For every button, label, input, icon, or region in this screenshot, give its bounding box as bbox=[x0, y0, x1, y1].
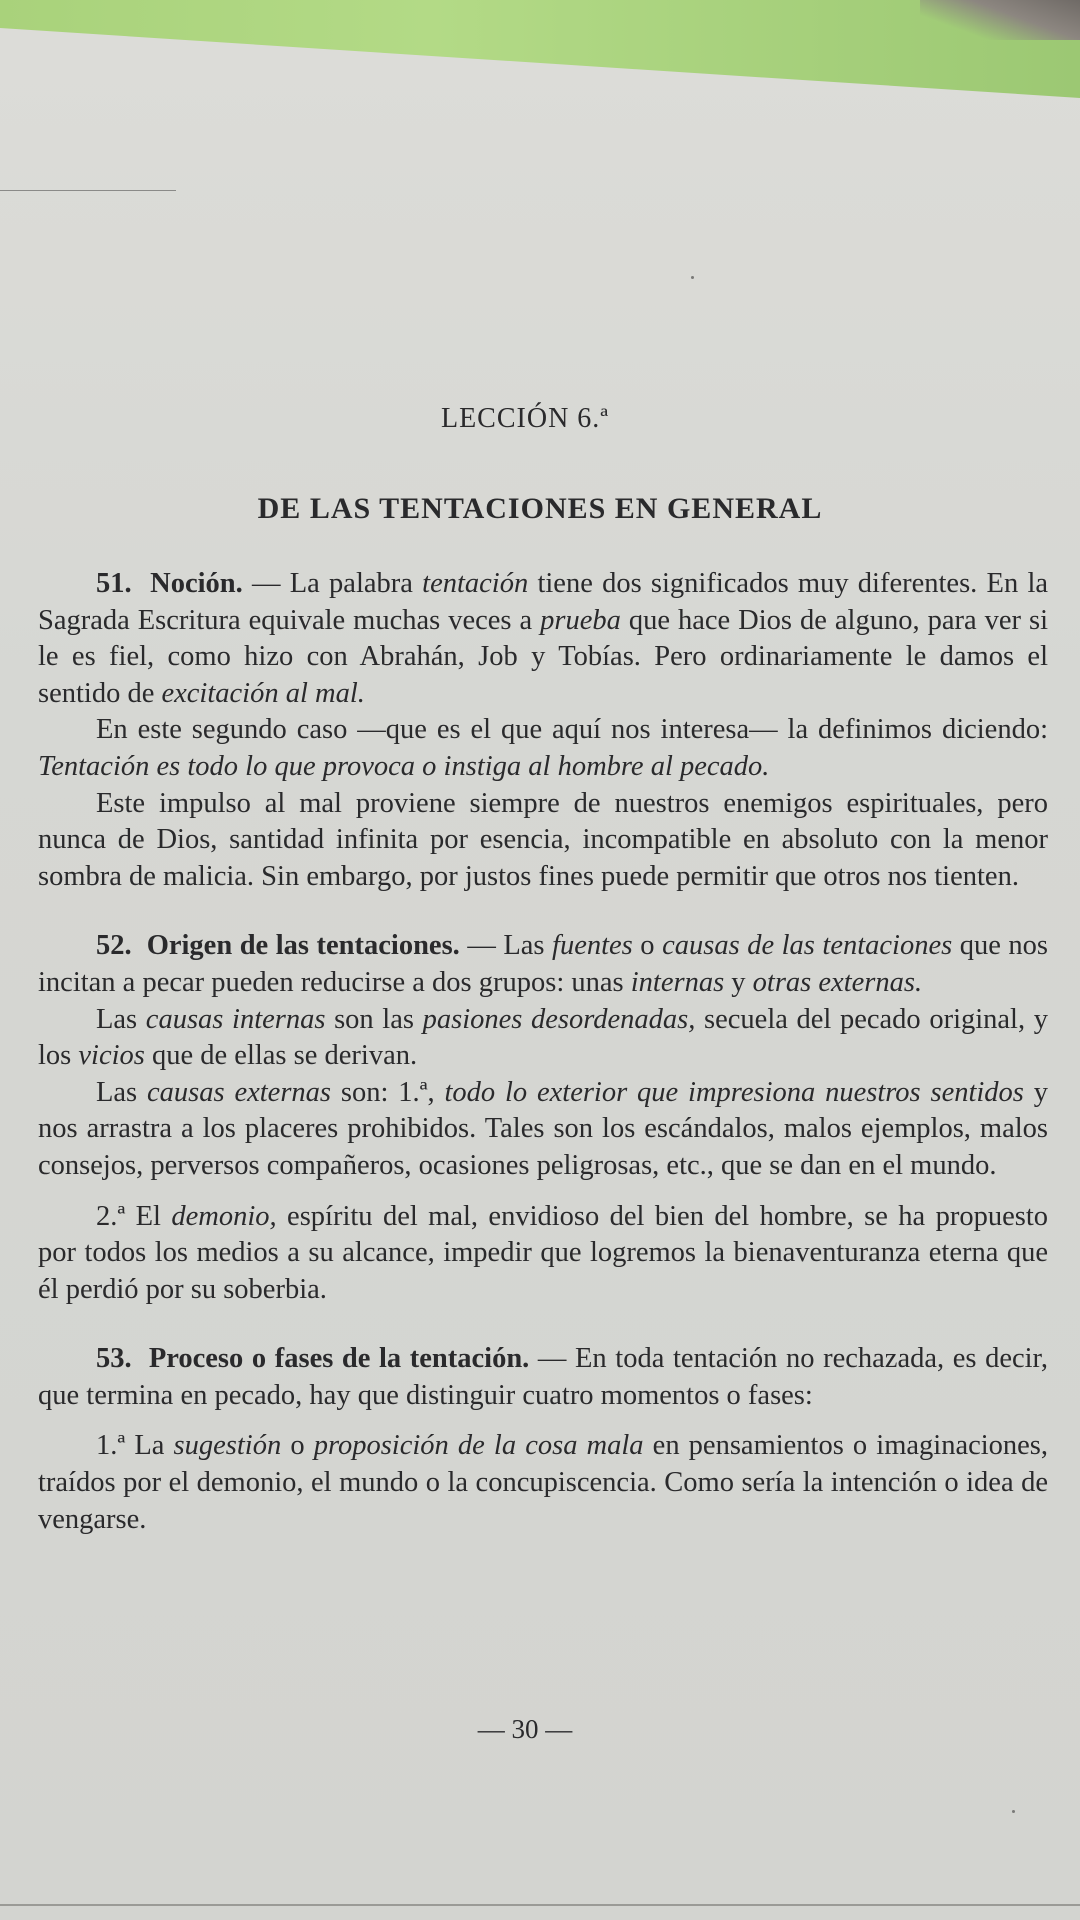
italic-text: prueba bbox=[540, 604, 621, 636]
italic-text: vicios bbox=[78, 1040, 145, 1072]
paragraph-52-3 bbox=[38, 1075, 1048, 1185]
italic-text: Tentación es todo lo que provoca o instiga al hombre al pecado. bbox=[38, 750, 770, 782]
text: son: 1.ª, bbox=[331, 1076, 445, 1108]
text: secuela del pecado original, y los bbox=[38, 1003, 1048, 1072]
text: y nos arrastra a los placeres prohibidos. Tales son los escándalos, malos ejemplos, malos consejos, perversos compañeros, ocasiones peligrosas, etc., que se dan en el mundo. bbox=[38, 1076, 1049, 1181]
paragraph-51-3: Este impulso al mal proviene siempre de nuestros enemigos espirituales, pero nunca de Dios, santidad infinita por esencia, incompatible en absoluto con la menor sombra de malicia. Sin embargo, por justos fines puede permitir que otros nos tienten. bbox=[38, 787, 1048, 892]
text: 2.ª El bbox=[96, 1200, 172, 1232]
chapter-title: DE LAS TENTACIONES EN GENERAL bbox=[257, 492, 823, 525]
text: que nos incitan a pecar pueden reducirse a dos grupos: unas bbox=[38, 930, 1049, 998]
text: — La palabra bbox=[252, 568, 423, 599]
text: tiene dos significados muy diferentes. En la Sagrada Escritura equivale muchas veces a bbox=[38, 568, 1049, 636]
text: espíritu del mal, envidioso del bien del hombre, se ha propuesto por todos los medios a su alcance, impedir que logremos la bienaventuranza eterna que él perdió por su soberbia. bbox=[38, 1200, 1048, 1305]
section-number: 52. bbox=[96, 930, 132, 962]
section-heading: Proceso o fases de la tentación. bbox=[148, 1343, 530, 1375]
speck bbox=[691, 276, 694, 279]
top-rule-line bbox=[0, 190, 176, 191]
paragraph-51-2 bbox=[38, 712, 1048, 785]
italic-text: demonio, bbox=[171, 1200, 277, 1232]
italic-text: todo lo exterior que impresiona nuestros sentidos bbox=[444, 1076, 1024, 1108]
page-body bbox=[38, 566, 1048, 1538]
italic-text: sugestión bbox=[173, 1430, 282, 1462]
background-corner-shadow bbox=[920, 0, 1080, 40]
bottom-rule-line bbox=[0, 1904, 1080, 1906]
speck bbox=[1012, 1810, 1015, 1813]
paragraph-51-1 bbox=[38, 566, 1048, 712]
text: son las bbox=[325, 1003, 423, 1035]
italic-text: internas bbox=[630, 966, 725, 998]
text: — Las bbox=[467, 930, 553, 962]
paragraph-52-2 bbox=[38, 1002, 1048, 1075]
italic-text: fuentes bbox=[552, 930, 633, 962]
paragraph-52-4 bbox=[38, 1199, 1048, 1309]
italic-text: tentación bbox=[422, 568, 529, 599]
lesson-heading: LECCIÓN 6.ª bbox=[440, 403, 610, 434]
section-heading: Noción. bbox=[150, 568, 243, 599]
page-number: — 30 — bbox=[477, 1714, 573, 1744]
paragraph-53-2 bbox=[38, 1428, 1048, 1538]
text: Las bbox=[96, 1076, 148, 1108]
text: 1.ª La bbox=[96, 1430, 174, 1462]
text: que hace Dios de alguno, para ver si le es fiel, como hizo con Abrahán, Job y Tobías. Pero ordinariamente le damos el sentido de bbox=[38, 604, 1048, 709]
italic-text: causas externas bbox=[147, 1076, 331, 1108]
italic-text: causas internas bbox=[145, 1003, 326, 1035]
text: Las bbox=[96, 1003, 146, 1035]
italic-text: otras externas. bbox=[752, 966, 923, 998]
italic-text: excitación al mal. bbox=[161, 677, 365, 709]
text: En este segundo caso —que es el que aquí nos interesa— la definimos diciendo: bbox=[96, 714, 1048, 746]
text: o bbox=[632, 930, 663, 962]
italic-text: pasiones desordenadas, bbox=[422, 1003, 696, 1035]
text: o bbox=[281, 1430, 314, 1462]
paragraph-53-1 bbox=[38, 1341, 1048, 1414]
italic-text: proposición de la cosa mala bbox=[313, 1430, 644, 1462]
text: — En toda tentación no rechazada, es decir, que termina en pecado, hay que distinguir cuatro momentos o fases: bbox=[38, 1343, 1049, 1411]
text: que de ellas se derivan. bbox=[144, 1040, 418, 1072]
section-number: 53. bbox=[96, 1343, 132, 1375]
section-number: 51. bbox=[96, 568, 132, 599]
paragraph-52-1 bbox=[38, 928, 1048, 1001]
section-heading: Origen de las tentaciones. bbox=[146, 930, 460, 962]
text: y bbox=[724, 966, 753, 998]
text: en pensamientos o imaginaciones, traídos por el demonio, el mundo o la concupiscencia. Como sería la intención o idea de vengarse. bbox=[38, 1430, 1049, 1535]
italic-text: causas de las tentaciones bbox=[662, 930, 953, 962]
